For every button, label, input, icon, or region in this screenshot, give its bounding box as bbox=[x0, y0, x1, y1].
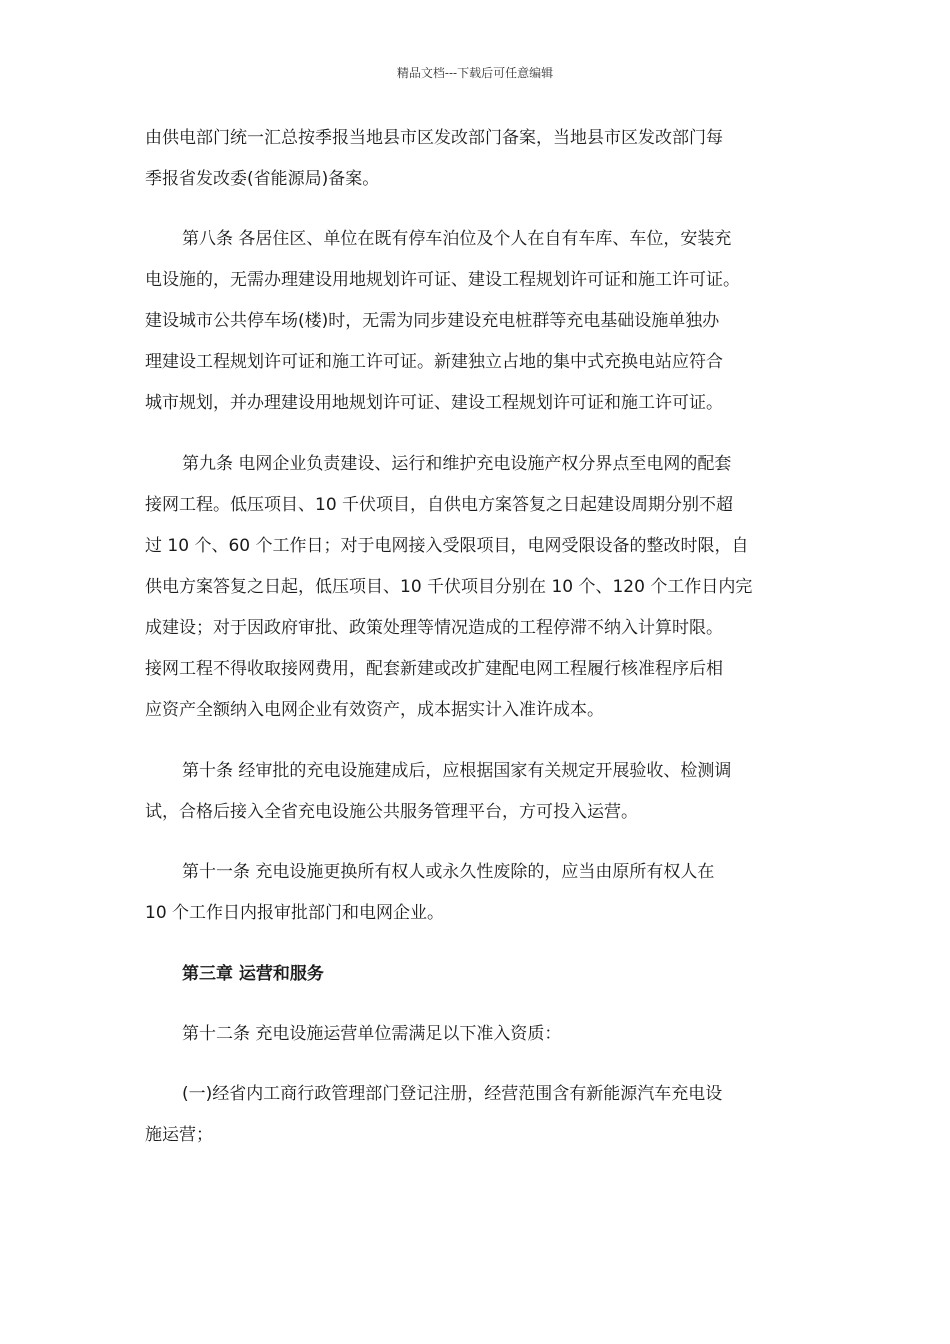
paragraph-line: 供电方案答复之日起，低压项目、10 千伏项目分别在 10 个、120 个工作日内完 bbox=[145, 577, 753, 597]
paragraph-line: 10 个工作日内报审批部门和电网企业。 bbox=[145, 903, 445, 923]
paragraph-line: 第十条 经审批的充电设施建成后，应根据国家有关规定开展验收、检测调 bbox=[182, 761, 732, 781]
paragraph-line: 城市规划，并办理建设用地规划许可证、建设工程规划许可证和施工许可证。 bbox=[145, 393, 723, 413]
paragraph-line: 建设城市公共停车场(楼)时，无需为同步建设充电桩群等充电基础设施单独办 bbox=[145, 311, 720, 331]
paragraph-line: 电设施的，无需办理建设用地规划许可证、建设工程规划许可证和施工许可证。 bbox=[145, 270, 740, 290]
paragraph-line: (一)经省内工商行政管理部门登记注册，经营范围含有新能源汽车充电设 bbox=[182, 1084, 723, 1104]
paragraph-line: 理建设工程规划许可证和施工许可证。新建独立占地的集中式充换电站应符合 bbox=[145, 352, 723, 372]
paragraph-line: 第九条 电网企业负责建设、运行和维护充电设施产权分界点至电网的配套 bbox=[182, 454, 732, 474]
paragraph-line: 成建设；对于因政府审批、政策处理等情况造成的工程停滞不纳入计算时限。 bbox=[145, 618, 723, 638]
paragraph-line: 接网工程不得收取接网费用，配套新建或改扩建配电网工程履行核准程序后相 bbox=[145, 659, 723, 679]
page-header: 精品文档---下载后可任意编辑 bbox=[396, 66, 554, 80]
paragraph-line: 试，合格后接入全省充电设施公共服务管理平台，方可投入运营。 bbox=[145, 802, 638, 822]
paragraph-line: 过 10 个、60 个工作日；对于电网接入受限项目，电网受限设备的整改时限，自 bbox=[145, 536, 749, 556]
chapter-heading: 第三章 运营和服务 bbox=[182, 964, 324, 984]
paragraph-line: 第八条 各居住区、单位在既有停车泊位及个人在自有车库、车位，安装充 bbox=[182, 229, 732, 249]
paragraph-line: 季报省发改委(省能源局)备案。 bbox=[145, 169, 380, 189]
paragraph-line: 第十一条 充电设施更换所有权人或永久性废除的，应当由原所有权人在 bbox=[182, 862, 715, 882]
paragraph-line: 由供电部门统一汇总按季报当地县市区发改部门备案，当地县市区发改部门每 bbox=[145, 128, 723, 148]
paragraph-line: 施运营； bbox=[145, 1125, 213, 1145]
paragraph-line: 接网工程。低压项目、10 千伏项目，自供电方案答复之日起建设周期分别不超 bbox=[145, 495, 734, 515]
paragraph-line: 应资产全额纳入电网企业有效资产，成本据实计入准许成本。 bbox=[145, 700, 604, 720]
paragraph-line: 第十二条 充电设施运营单位需满足以下准入资质： bbox=[182, 1024, 562, 1044]
